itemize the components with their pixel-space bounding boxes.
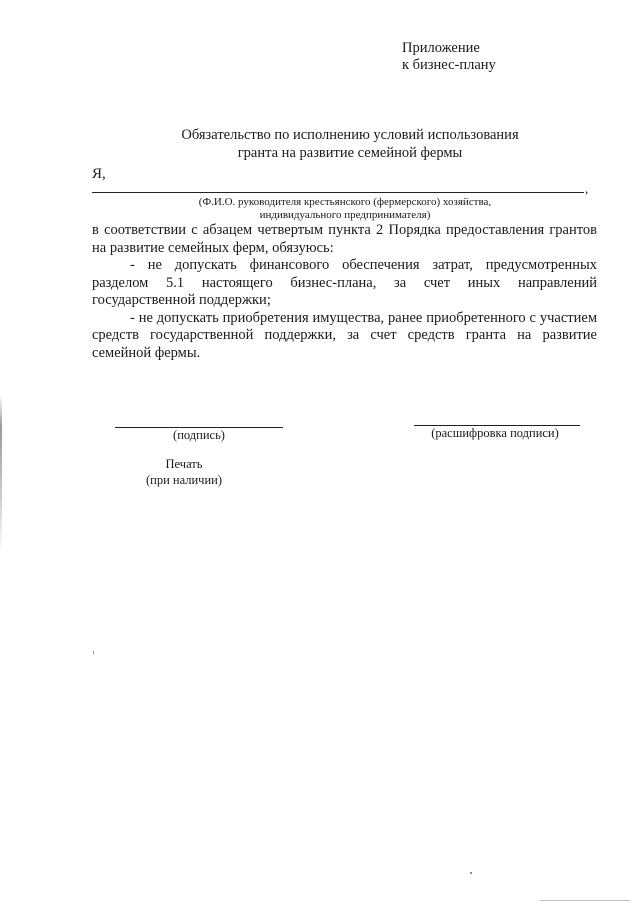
appendix-label [402,40,496,74]
obligation-body [92,222,597,362]
fio-caption-line-2: индивидуального предпринимателя) [259,209,431,221]
title-line-2: гранта на развитие семейной фермы [237,145,463,161]
fio-line-comma: , [585,181,589,196]
obligation-item-1: - не допускать финансового обеспечения затрат, предусмотренных разделом 5.1 настоящего бизнес-плана, за счет иных направлений государственной поддержки; [92,257,597,308]
signature-caption: (подпись) [173,428,225,442]
fio-fill-line [92,192,584,193]
seal-line-1: Печать [165,457,203,471]
document-title [120,126,580,162]
obligation-item-2: - не допускать приобретения имущества, ранее приобретенного с участием средств государственной поддержки, за счет средств гранта на развитие семейной фермы. [92,309,597,361]
scan-speck [93,651,94,654]
fio-caption-line-1: (Ф.И.О. руководителя крестьянского (фермерского) хозяйства, [198,196,492,208]
body-intro: в соответствии с абзацем четвертым пункта 2 Порядка предоставления грантов на развитие семейных ферм, обязуюсь: [92,222,597,256]
scan-edge-mark [0,395,2,555]
appendix-line-1: Приложение [402,40,480,56]
appendix-line-2: к бизнес-плану [402,57,496,73]
signature-decoding-caption: (расшифровка подписи) [431,426,559,440]
seal-label [130,456,238,488]
fio-caption [140,196,550,222]
seal-line-2: (при наличии) [145,473,223,487]
scan-bottom-mark [540,900,630,901]
salutation: Я, [92,166,106,182]
scan-speck [470,872,472,874]
title-line-1: Обязательство по исполнению условий использования [181,127,519,143]
